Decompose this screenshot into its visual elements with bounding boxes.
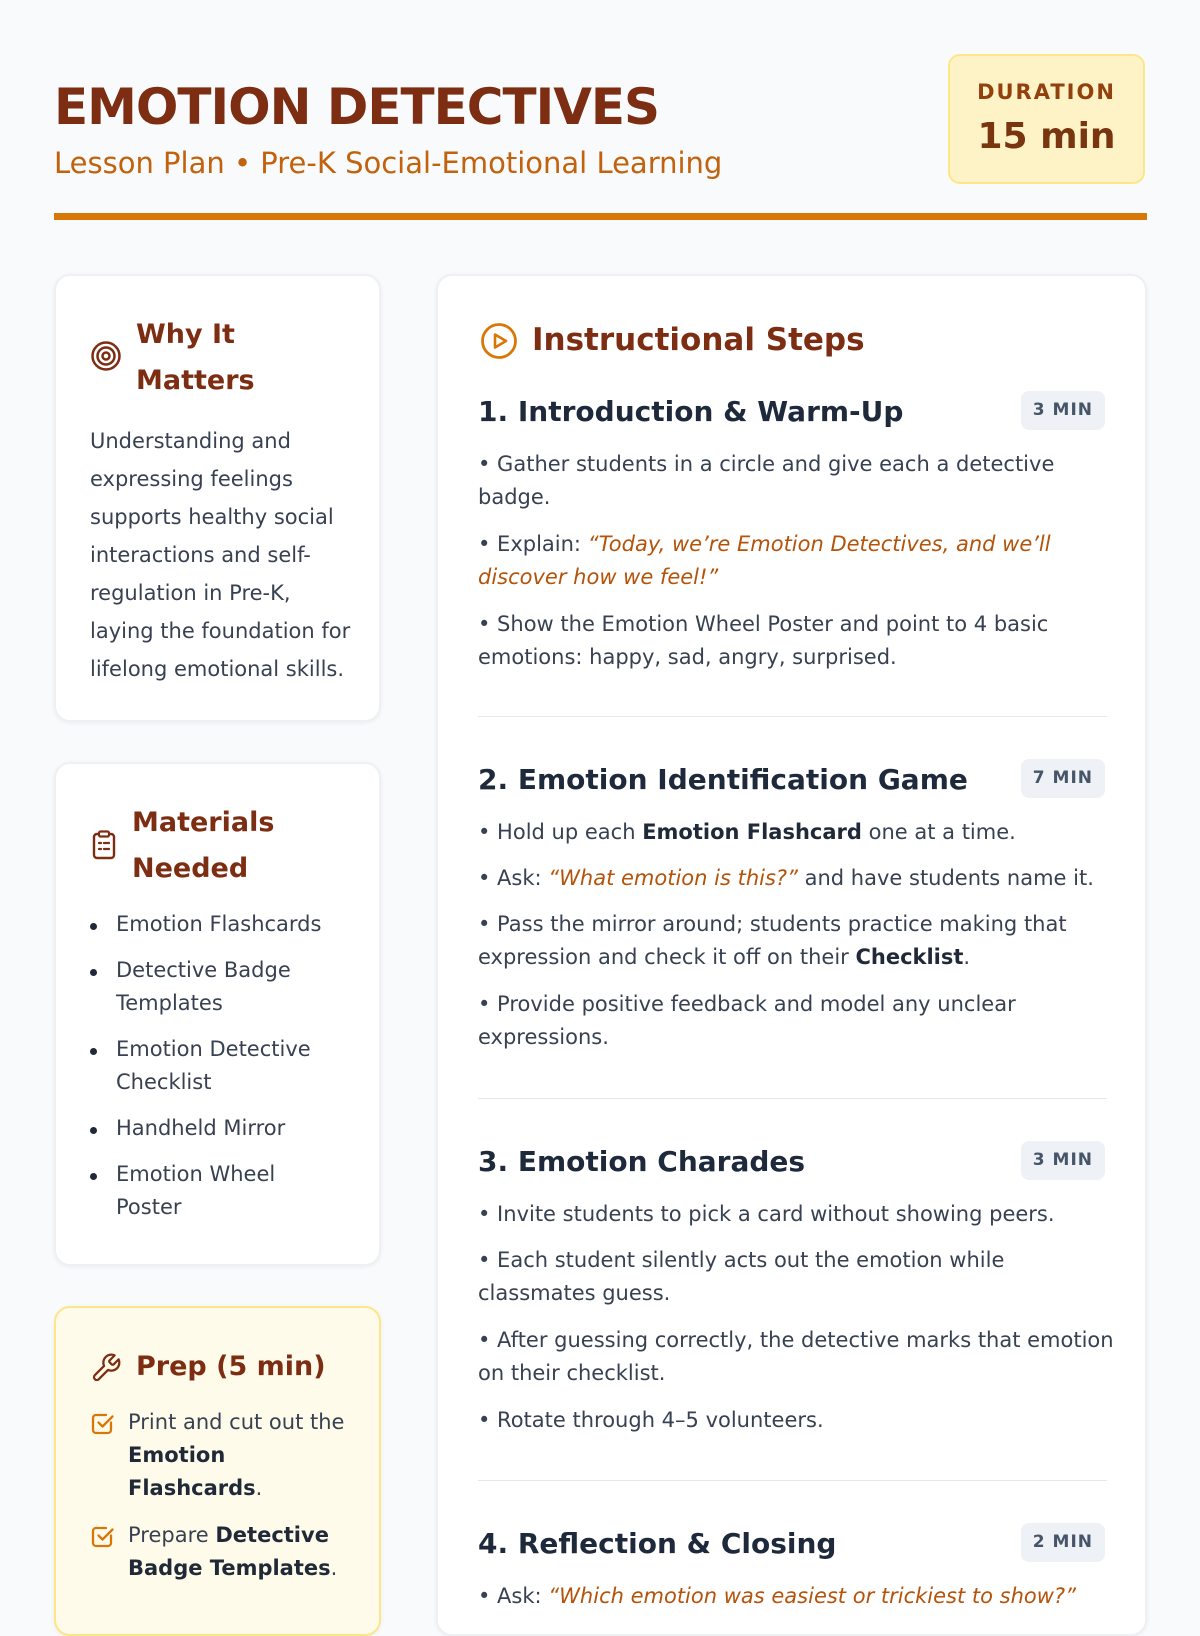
why-it-matters-title — [136, 312, 255, 404]
play-circle-icon — [480, 322, 518, 360]
body-line: expressing feelings — [90, 467, 293, 491]
body-line: laying the foundation for — [90, 619, 351, 643]
instructional-steps-card — [436, 274, 1147, 1636]
duration-badge: 3 MIN — [1021, 1141, 1105, 1180]
prep-title: Prep (5 min) — [136, 1351, 326, 1382]
step-bullet: • Ask: “What emotion is this?” and have students name it. — [478, 866, 1094, 890]
card-title-line: Needed — [132, 853, 249, 884]
prep-item — [128, 1406, 368, 1505]
step-bullet: • Explain: “Today, we’re Emotion Detectives, and we’ll discover how we feel!” — [478, 532, 1051, 589]
wrench-icon — [90, 1352, 122, 1384]
duration-badge: 7 MIN — [1021, 759, 1105, 798]
step-bullet: • Pass the mirror around; students practice making that expression and check it off on their Checklist. — [478, 912, 1067, 969]
page-header — [54, 0, 1147, 220]
duration-label: DURATION — [977, 80, 1116, 104]
step-bullet: • Ask: “Which emotion was easiest or trickiest to show?” — [478, 1584, 1076, 1608]
step-bullet: • After guessing correctly, the detective marks that emotion on their checklist. — [478, 1328, 1114, 1385]
step-bullet: • Gather students in a circle and give each a detective badge. — [478, 452, 1055, 509]
why-it-matters-card — [54, 274, 381, 722]
card-title-line: Why It — [136, 319, 235, 350]
duration-value: 15 min — [977, 116, 1116, 157]
list-item: Emotion Wheel Poster — [90, 1158, 360, 1224]
why-it-matters-text — [90, 422, 350, 688]
step-bullet: • Show the Emotion Wheel Poster and point to 4 basic emotions: happy, sad, angry, surprised. — [478, 612, 1049, 669]
list-item: Handheld Mirror — [90, 1112, 360, 1145]
step-divider — [478, 1480, 1107, 1481]
prep-line: Print and cut out the — [128, 1410, 345, 1434]
checkbox-checked-icon — [90, 1410, 116, 1436]
step-divider — [478, 716, 1107, 717]
card-title-line: Matters — [136, 365, 255, 396]
list-item: Detective Badge Templates — [90, 954, 360, 1020]
body-line: supports healthy social — [90, 505, 334, 529]
duration-badge: 2 MIN — [1021, 1523, 1105, 1562]
materials-list — [90, 908, 360, 1237]
step-title: 2. Emotion Identification Game — [478, 763, 968, 796]
page-title: EMOTION DETECTIVES — [54, 78, 660, 136]
prep-line: Flashcards. — [128, 1476, 263, 1500]
prep-card — [54, 1306, 381, 1636]
step-bullet: • Rotate through 4–5 volunteers. — [478, 1408, 824, 1432]
prep-item — [128, 1519, 368, 1585]
page-subtitle: Lesson Plan • Pre-K Social-Emotional Learning — [54, 146, 723, 180]
step-bullet: • Invite students to pick a card without showing peers. — [478, 1202, 1055, 1226]
prep-line: Emotion — [128, 1443, 226, 1467]
duration-badge: 3 MIN — [1021, 391, 1105, 430]
list-item: Emotion Detective Checklist — [90, 1033, 360, 1099]
body-line: Understanding and — [90, 429, 291, 453]
duration-card — [948, 54, 1145, 184]
materials-title — [132, 800, 274, 892]
checkbox-checked-icon — [90, 1523, 116, 1549]
card-title-line: Materials — [132, 807, 275, 838]
target-icon — [90, 340, 122, 372]
list-item: Emotion Flashcards — [90, 908, 360, 941]
lesson-plan-page — [54, 0, 1147, 1608]
steps-title: Instructional Steps — [532, 322, 865, 358]
prep-line: Prepare Detective — [128, 1523, 329, 1547]
step-title: 1. Introduction & Warm-Up — [478, 395, 904, 428]
body-line: interactions and self- — [90, 543, 311, 567]
step-bullet: • Each student silently acts out the emotion while classmates guess. — [478, 1248, 1005, 1305]
materials-card — [54, 762, 381, 1266]
body-line: lifelong emotional skills. — [90, 657, 345, 681]
body-line: regulation in Pre-K, — [90, 581, 291, 605]
clipboard-icon — [92, 830, 116, 860]
header-divider — [54, 213, 1147, 220]
step-title: 3. Emotion Charades — [478, 1145, 806, 1178]
step-divider — [478, 1098, 1107, 1099]
step-bullet: • Provide positive feedback and model any unclear expressions. — [478, 992, 1016, 1049]
step-title: 4. Reflection & Closing — [478, 1527, 837, 1560]
prep-line: Badge Templates. — [128, 1556, 338, 1580]
step-bullet: • Hold up each Emotion Flashcard one at a time. — [478, 820, 1016, 844]
